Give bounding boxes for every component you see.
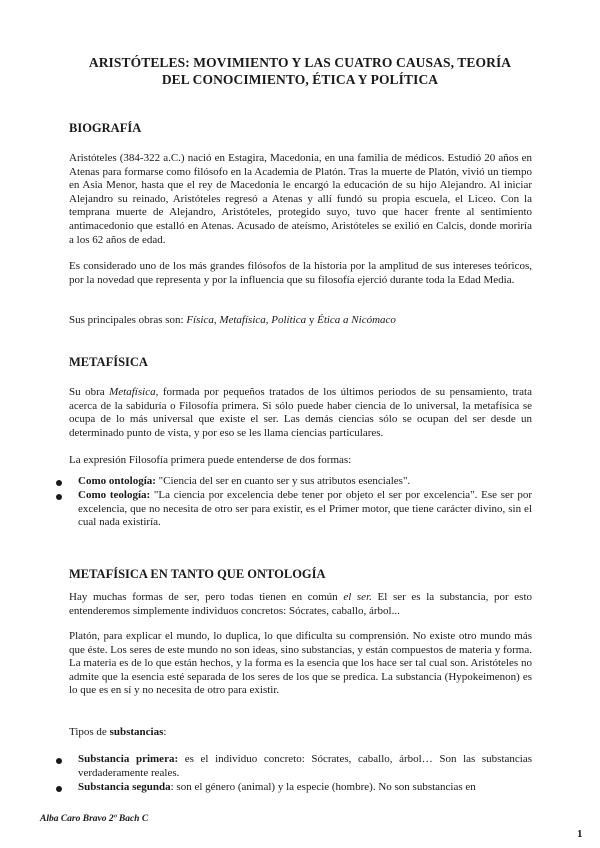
list-item-label: Como teología: [78, 489, 151, 501]
work-metafisica-ref: Metafísica, [109, 386, 159, 398]
text-fragment: Su obra [69, 386, 110, 398]
bullet-icon [56, 494, 62, 500]
title-line-2: DEL CONOCIMIENTO, ÉTICA Y POLÍTICA [161, 72, 439, 87]
list-item-substancia-segunda [78, 781, 532, 795]
biografia-paragraph-3 [69, 314, 532, 328]
bullet-icon [56, 480, 62, 486]
text-fragment: El ser es la substancia, por esto entenderemos simplemente individuos concretos: Sócrates, caballo, árbol... [69, 591, 533, 617]
list-item-ontologia [78, 475, 532, 489]
text-fragment: formada por pequeños tratados de los últimos periodos de su pensamiento, trata acerca de la sabiduría o Filosofía primera. Si sólo puede haber ciencia de lo universal, la metafísica se ocupa de lo más universal que existe el ser. Las demás ciencias sólo se ocupan del ser desde un determinado punto de vista, y por eso se les llama ciencias particulares. [69, 386, 532, 439]
text-fragment: Tipos de [69, 726, 110, 738]
title-line-1: ARISTÓTELES: MOVIMIENTO Y LAS CUATRO CAUSAS, TEORÍA [88, 55, 512, 70]
works-separator: , [213, 314, 220, 326]
list-item-label: Substancia segunda [78, 781, 171, 793]
work-etica: Ética a Nicómaco [317, 314, 396, 326]
list-item-text: "La ciencia por excelencia debe tener por objeto el ser por excelencia". Ese ser por excelencia, que no necesita de otro ser para existir, es el Primer motor, que tiene carácter divino, sin el cual nada existiría. [78, 489, 532, 529]
document-title [60, 54, 540, 88]
list-item-text: "Ciencia del ser en cuanto ser y sus atributos esenciales". [155, 475, 411, 487]
footer-author: Alba Caro Bravo 2º Bach C [40, 814, 149, 824]
list-item-text: es el individuo concreto: Sócrates, caballo, árbol… Son las substancias verdaderamente reales. [78, 753, 533, 779]
bullet-icon [56, 786, 62, 792]
metafisica-paragraph-1 [69, 386, 532, 440]
list-item-text: : son el género (animal) y la especie (hombre). No son substancias en [170, 781, 476, 793]
heading-metafisica: METAFÍSICA [69, 355, 148, 369]
biografia-paragraph-1: Aristóteles (384-322 a.C.) nació en Estagira, Macedonia, en una familia de médicos. Estudió 20 años en Atenas para formarse como filósofo en la Academia de Platón. Tras la muerte de Platón, vivió un tiempo en Asia Menor, hasta que el rey de Macedonia le encargó la educación de su hijo Alejandro. Al iniciar Alejandro su reinado, Aristóteles regresó a Atenas y allí fundó su propia escuela, el Liceo. Con la temprana muerte de Alejandro, Aristóteles, protegido suyo, tuvo que hacer frente al sentimiento antimacedonio que estalló en Atenas. Acusado de ateísmo, Aristóteles se exilió en Calcis, donde moriría a los 62 años de edad. [69, 152, 532, 246]
text-fragment: Hay muchas formas de ser, pero todas tienen en común [69, 591, 344, 603]
biografia-paragraph-2: Es considerado uno de los más grandes filósofos de la historia por la amplitud de sus intereses teóricos, por la novedad que representa y por la influencia que su filosofía ejerció durante toda la Edad Media. [69, 260, 532, 286]
list-item-label: Substancia primera: [78, 753, 179, 765]
page-number: 1 [577, 828, 583, 840]
works-separator: y [306, 314, 318, 326]
bullet-icon [56, 758, 62, 764]
list-item-label: Como ontología: [78, 475, 156, 487]
list-item-teologia [78, 489, 532, 530]
works-prefix: Sus principales obras son: [69, 314, 187, 326]
ontologia-paragraph-2: Platón, para explicar el mundo, lo duplica, lo que dificulta su comprensión. No existe otro mundo más que éste. Los seres de este mundo no son ideas, sino substancias, y están compuestos de materia y forma. La materia es de lo que están hechos, y la forma es la esencia que los hace ser tal cual son. Aristóteles no admite que la esencia esté separada de los seres de los que se predica. La substancia (Hypokeimenon) es lo que es en sí y no necesita de otro para existir. [69, 630, 532, 697]
work-fisica: Física [186, 314, 214, 326]
work-politica: Política [271, 314, 307, 326]
metafisica-paragraph-2: La expresión Filosofía primera puede entenderse de dos formas: [69, 454, 352, 466]
works-separator: , [265, 314, 272, 326]
work-metafisica: Metafísica [219, 314, 266, 326]
ontologia-paragraph-3 [69, 726, 532, 740]
heading-biografia: BIOGRAFÍA [69, 121, 142, 135]
text-bold: substancias [109, 726, 164, 738]
text-fragment: : [163, 726, 167, 738]
ontologia-paragraph-1 [69, 591, 532, 618]
heading-ontologia: METAFÍSICA EN TANTO QUE ONTOLOGÍA [69, 567, 326, 581]
text-emphasis: el ser. [343, 591, 372, 603]
list-item-substancia-primera [78, 753, 532, 780]
